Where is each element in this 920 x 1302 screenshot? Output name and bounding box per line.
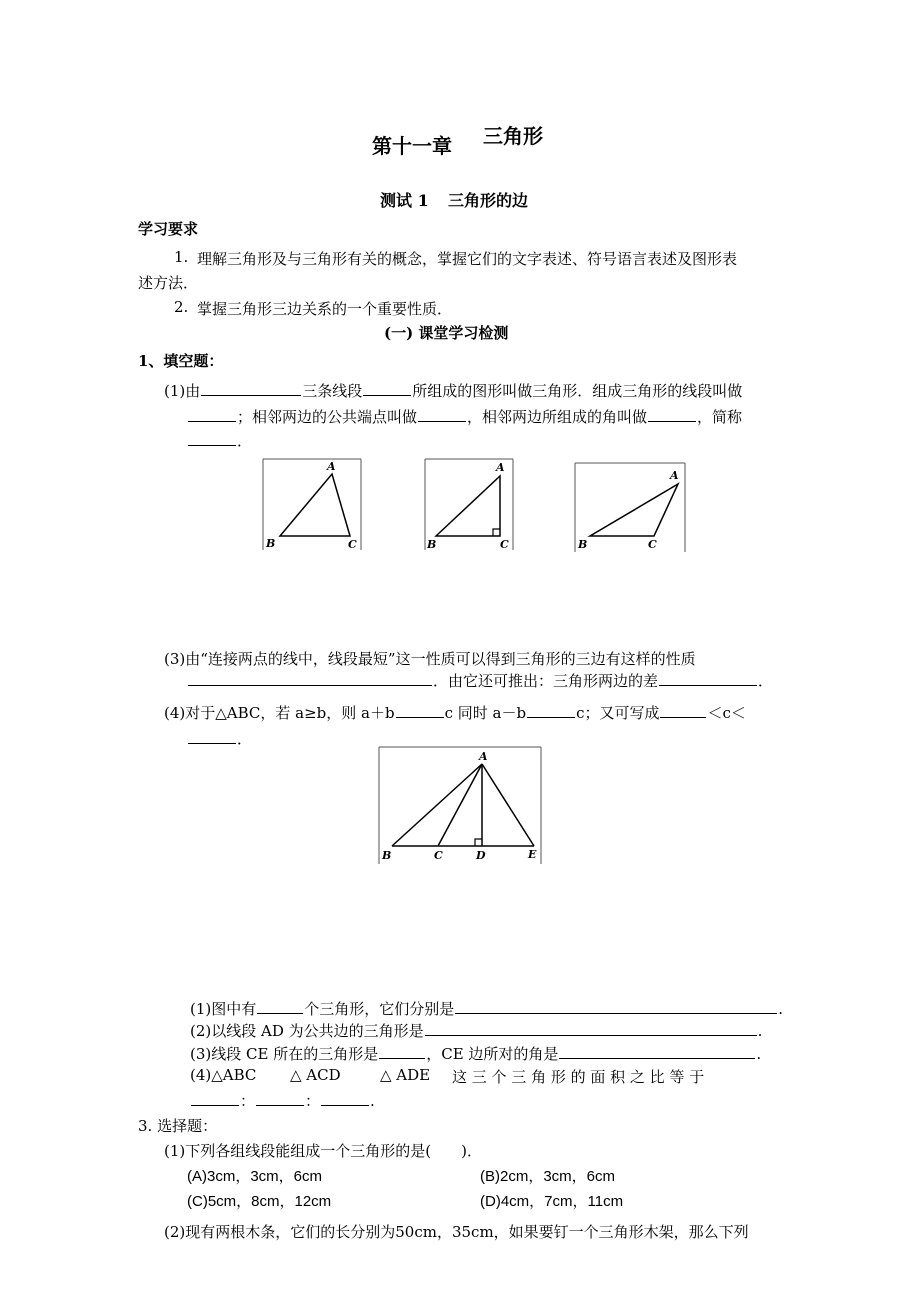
requirement-2-text: 掌握三角形三边关系的一个重要性质．	[197, 300, 453, 318]
q3-p1-stem: (1)下列各组线段能组成一个三角形的是( )．	[164, 1142, 482, 1160]
q1-sub4-label-abc: (4)△ABC	[190, 1066, 257, 1084]
answer-blank[interactable]	[188, 729, 236, 744]
vertex-label-c: C	[348, 538, 357, 550]
answer-blank[interactable]	[660, 703, 706, 718]
vertex-label-b: B	[266, 537, 276, 550]
vertex-label-d: D	[476, 849, 486, 862]
q1-p3-l2a: ．由它还可推出：三角形两边的差	[433, 672, 659, 690]
q1-sub2-b: .	[757, 1022, 763, 1040]
ratio-colon-2: ：	[305, 1092, 321, 1110]
section-heading: (一) 课堂学习检测	[384, 324, 509, 342]
vertex-label-a: A	[670, 469, 679, 482]
answer-blank[interactable]	[321, 1091, 369, 1106]
ratio-end: .	[370, 1092, 375, 1110]
q3-p1-option-c[interactable]: (C)5cm，8cm，12cm	[187, 1193, 332, 1210]
q1-p1-line2	[187, 406, 742, 427]
vertex-label-a: A	[496, 461, 505, 474]
q1-heading: 1、填空题：	[138, 352, 224, 370]
q1-p4-b: c 同时 a－b	[444, 704, 527, 722]
triangle-figure-obtuse	[574, 462, 686, 552]
q1-p1-l2c: ，简称	[697, 408, 743, 426]
triangle-figure-right	[424, 458, 514, 550]
q1-sub4-text: 这 三 个 三 角 形 的 面 积 之 比 等 于	[452, 1068, 705, 1086]
q1-p1-l3: ．	[237, 432, 253, 450]
q1-sub1-b: 个三角形，它们分别是	[304, 1000, 455, 1018]
requirement-2-number: 2.	[174, 298, 189, 316]
answer-blank[interactable]	[659, 671, 757, 686]
answer-blank[interactable]	[559, 1044, 755, 1059]
vertex-label-b: B	[578, 538, 588, 551]
answer-blank[interactable]	[527, 703, 575, 718]
chapter-title: 三角形	[483, 124, 543, 148]
vertex-label-b: B	[382, 849, 392, 862]
q1-sub3	[190, 1043, 761, 1064]
q3-p1-option-d[interactable]: (D)4cm，7cm，11cm	[480, 1193, 624, 1210]
requirement-1-number: 1.	[174, 248, 189, 266]
q1-p4-line1	[164, 702, 746, 723]
q1-sub1	[190, 998, 783, 1019]
q3-p1-option-b[interactable]: (B)2cm，3cm，6cm	[480, 1168, 616, 1185]
q1-p1-line3	[187, 430, 252, 451]
q1-sub3-a: (3)线段 CE 所在的三角形是	[190, 1045, 379, 1063]
answer-blank[interactable]	[188, 431, 236, 446]
q1-sub1-a: (1)图中有	[190, 1000, 257, 1018]
q1-sub4-label-acd: △ ACD	[290, 1066, 341, 1084]
q1-p4-a: (4)对于△ABC，若 a≥b，则 a＋b	[164, 704, 395, 722]
q1-p3-l2b: ．	[758, 672, 774, 690]
q1-sub3-c: .	[756, 1045, 762, 1063]
q1-p3-line2	[187, 670, 773, 691]
multi-triangle-figure	[378, 746, 542, 864]
vertex-label-c: C	[648, 538, 657, 551]
vertex-label-c: C	[500, 538, 509, 550]
q1-p1-l2b: ，相邻两边所组成的角叫做	[467, 408, 648, 426]
q1-p1-l1a: (1)由	[164, 382, 201, 400]
answer-blank[interactable]	[648, 407, 696, 422]
q1-sub4-label-ade: △ ADE	[380, 1066, 431, 1084]
q1-p4-c: c；又可写成	[576, 704, 660, 722]
q1-p1-line1	[164, 380, 742, 401]
q1-p4-d: ＜c＜	[707, 704, 746, 722]
answer-blank[interactable]	[191, 1091, 239, 1106]
vertex-label-e: E	[528, 848, 537, 861]
answer-blank[interactable]	[418, 407, 466, 422]
q3-p2-stem: (2)现有两根木条，它们的长分别为50cm，35cm，如果要钉一个三角形木架，那么下列	[164, 1223, 749, 1241]
answer-blank[interactable]	[257, 999, 303, 1014]
answer-blank[interactable]	[188, 671, 432, 686]
test-label: 测试 1	[380, 191, 429, 210]
answer-blank[interactable]	[201, 381, 301, 396]
q3-heading: 3. 选择题：	[138, 1117, 218, 1135]
q1-sub2	[190, 1020, 762, 1041]
q1-p1-l1c: 所组成的图形叫做三角形．组成三角形的线段叫做	[412, 382, 743, 400]
answer-blank[interactable]	[425, 1021, 757, 1036]
requirements-heading: 学习要求	[138, 220, 199, 238]
vertex-label-a: A	[327, 460, 336, 473]
answer-blank[interactable]	[396, 703, 444, 718]
chapter-label: 第十一章	[372, 134, 452, 158]
answer-blank[interactable]	[188, 407, 236, 422]
q1-sub2-a: (2)以线段 AD 为公共边的三角形是	[190, 1022, 424, 1040]
ratio-colon-1: ：	[240, 1092, 256, 1110]
q1-p1-l2a: ；相邻两边的公共端点叫做	[237, 408, 418, 426]
answer-blank[interactable]	[363, 381, 411, 396]
triangle-figure-acute	[262, 458, 362, 550]
vertex-label-c: C	[434, 849, 443, 862]
answer-blank[interactable]	[455, 999, 777, 1014]
answer-blank[interactable]	[379, 1044, 425, 1059]
q1-sub3-b: ，CE 边所对的角是	[426, 1045, 559, 1063]
q1-p4-e: ．	[237, 730, 253, 748]
vertex-label-a: A	[479, 750, 488, 763]
answer-blank[interactable]	[256, 1091, 304, 1106]
q1-p3-line1: (3)由“连接两点的线中，线段最短”这一性质可以得到三角形的三边有这样的性质	[164, 650, 696, 668]
q3-p1-option-a[interactable]: (A)3cm，3cm，6cm	[187, 1168, 323, 1185]
q1-sub4-ratio	[190, 1090, 375, 1111]
test-title: 三角形的边	[448, 191, 529, 210]
q1-p1-l1b: 三条线段	[302, 382, 363, 400]
q1-p4-line2	[187, 728, 252, 749]
requirement-1-line1: 理解三角形及与三角形有关的概念，掌握它们的文字表述、符号语言表述及图形表	[197, 250, 738, 268]
q1-sub1-c: .	[778, 1000, 784, 1018]
requirement-1-line2: 述方法．	[138, 274, 199, 292]
vertex-label-b: B	[427, 538, 437, 550]
